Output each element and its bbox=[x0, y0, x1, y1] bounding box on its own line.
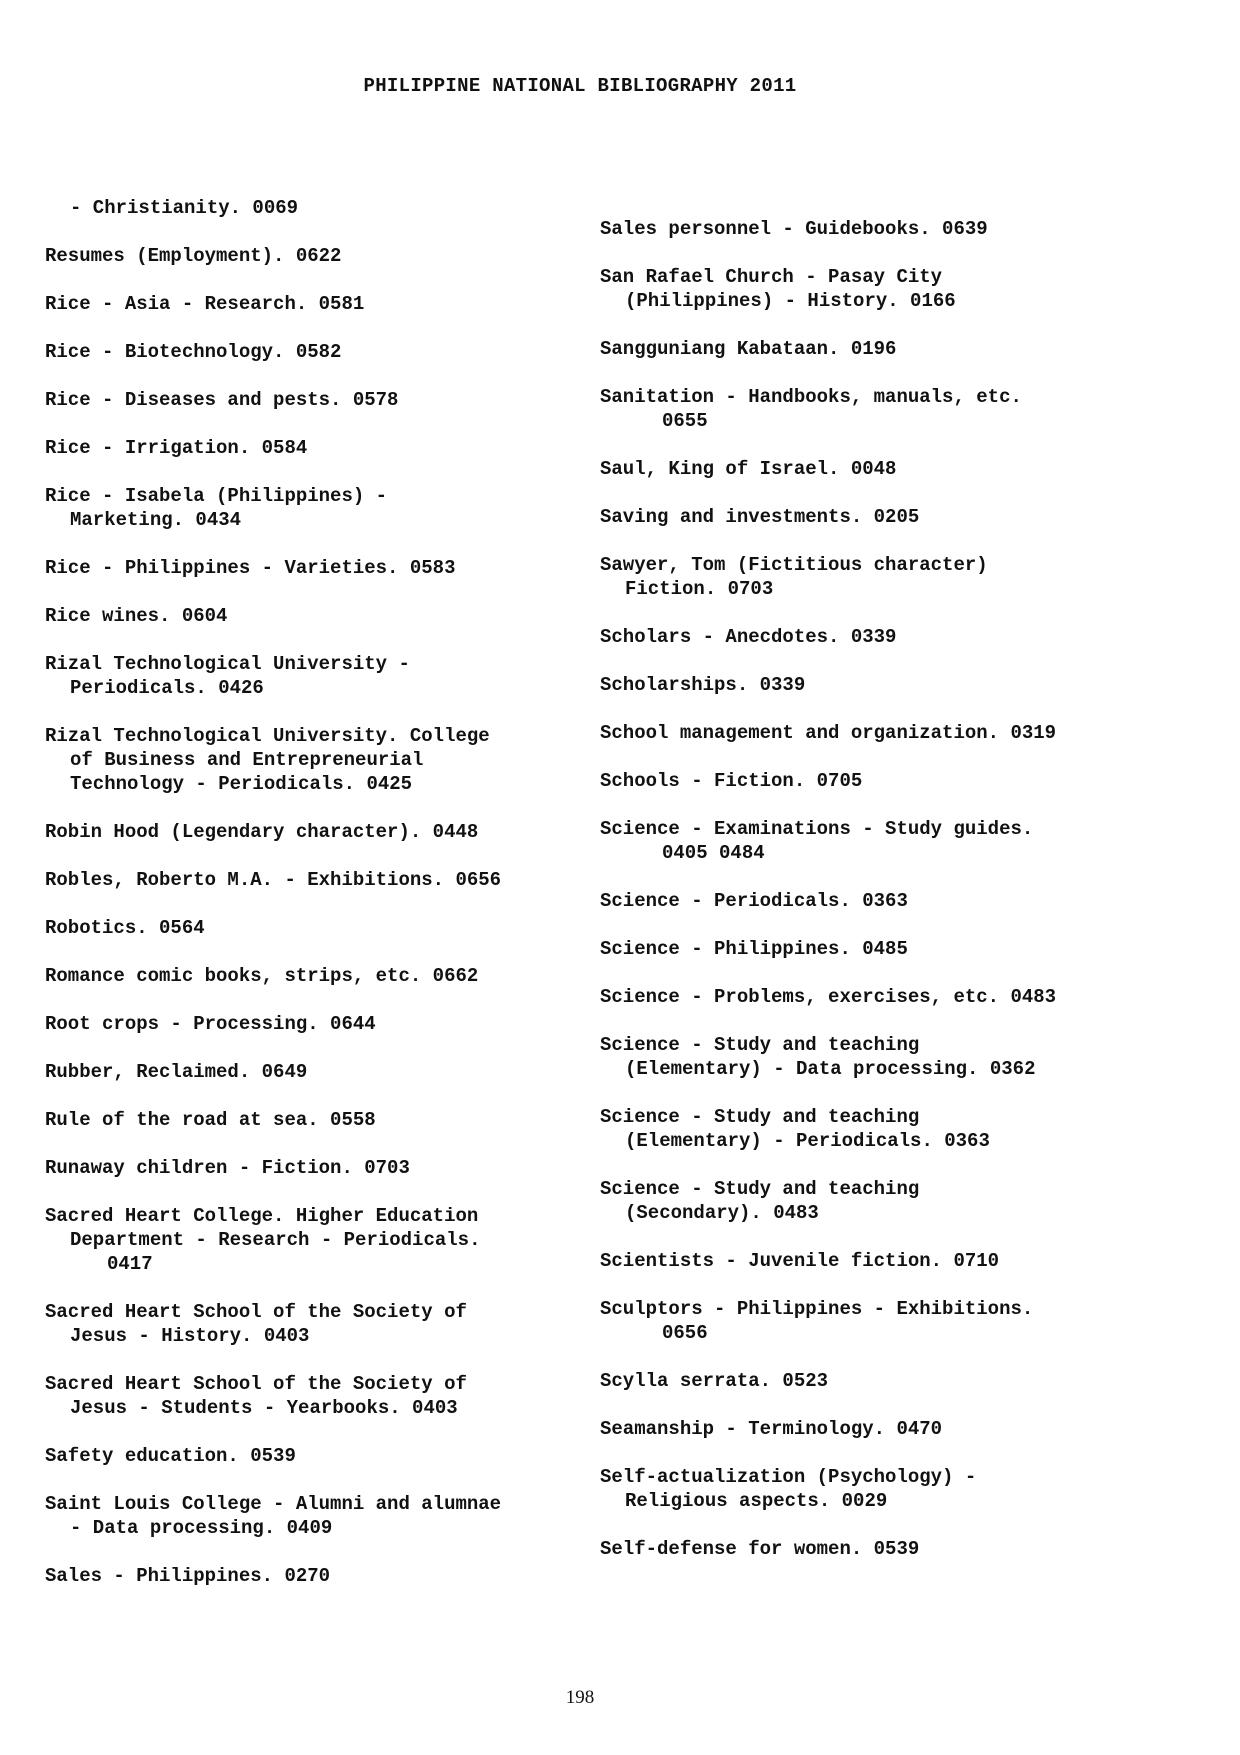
index-entry-line: Scholarships. 0339 bbox=[600, 674, 806, 696]
index-entry-line: Self-actualization (Psychology) - bbox=[600, 1466, 977, 1488]
index-entry-line: Science - Study and teaching bbox=[600, 1178, 920, 1200]
index-entry-line: Rice wines. 0604 bbox=[45, 605, 228, 627]
index-entry-line: Resumes (Employment). 0622 bbox=[45, 245, 342, 267]
index-entry-line: Sanitation - Handbooks, manuals, etc. bbox=[600, 386, 1022, 408]
index-entry bbox=[600, 1033, 1160, 1081]
index-entry bbox=[600, 1297, 1160, 1345]
index-entry-line: Sacred Heart School of the Society of bbox=[45, 1301, 467, 1323]
index-entry bbox=[45, 604, 585, 628]
index-entry-line: Jesus - Students - Yearbooks. 0403 bbox=[70, 1397, 458, 1419]
index-entry bbox=[600, 337, 1160, 361]
index-entry-line: Scylla serrata. 0523 bbox=[600, 1370, 829, 1392]
index-entry bbox=[45, 244, 585, 268]
index-entry-line: Rice - Irrigation. 0584 bbox=[45, 437, 308, 459]
page-title: PHILIPPINE NATIONAL BIBLIOGRAPHY 2011 bbox=[363, 75, 797, 97]
index-entry-line: Robin Hood (Legendary character). 0448 bbox=[45, 821, 479, 843]
index-entry-line: (Elementary) - Periodicals. 0363 bbox=[625, 1130, 990, 1152]
index-entry bbox=[45, 724, 585, 796]
index-entry bbox=[45, 916, 585, 940]
index-entry bbox=[600, 937, 1160, 961]
index-entry bbox=[45, 1108, 585, 1132]
index-entry bbox=[45, 196, 585, 220]
index-entry-line: Technology - Periodicals. 0425 bbox=[70, 773, 413, 795]
index-entry bbox=[600, 1249, 1160, 1273]
index-entry-line: Jesus - History. 0403 bbox=[70, 1325, 310, 1347]
index-entry bbox=[600, 1465, 1160, 1513]
index-entry-line: (Elementary) - Data processing. 0362 bbox=[625, 1058, 1036, 1080]
index-entry-line: 0655 bbox=[662, 410, 708, 432]
index-entry-line: Science - Philippines. 0485 bbox=[600, 938, 908, 960]
index-entry bbox=[600, 721, 1160, 745]
index-entry-line: Root crops - Processing. 0644 bbox=[45, 1013, 376, 1035]
index-entry bbox=[45, 484, 585, 532]
index-entry-line: Saving and investments. 0205 bbox=[600, 506, 920, 528]
index-column-right bbox=[600, 217, 1160, 1585]
index-entry-line: 0417 bbox=[107, 1253, 153, 1275]
index-entry-line: Religious aspects. 0029 bbox=[625, 1490, 888, 1512]
index-entry bbox=[600, 1417, 1160, 1441]
index-entry bbox=[45, 1372, 585, 1420]
index-entry-line: Sacred Heart School of the Society of bbox=[45, 1373, 467, 1395]
index-entry-line: - Data processing. 0409 bbox=[70, 1517, 333, 1539]
index-entry-line: of Business and Entrepreneurial bbox=[70, 749, 424, 771]
index-entry bbox=[45, 1444, 585, 1468]
index-entry-line: Rule of the road at sea. 0558 bbox=[45, 1109, 376, 1131]
index-entry bbox=[45, 340, 585, 364]
index-entry-line: Fiction. 0703 bbox=[625, 578, 774, 600]
index-entry bbox=[600, 457, 1160, 481]
index-entry-line: Rice - Biotechnology. 0582 bbox=[45, 341, 342, 363]
index-entry bbox=[45, 1300, 585, 1348]
index-entry-line: Sales personnel - Guidebooks. 0639 bbox=[600, 218, 988, 240]
index-entry-line: Rice - Philippines - Varieties. 0583 bbox=[45, 557, 456, 579]
index-entry bbox=[45, 1156, 585, 1180]
index-column-left bbox=[45, 196, 585, 1612]
index-entry-line: Sacred Heart College. Higher Education bbox=[45, 1205, 479, 1227]
index-entry bbox=[45, 1060, 585, 1084]
index-entry bbox=[45, 1564, 585, 1588]
index-entry-line: 0405 0484 bbox=[662, 842, 765, 864]
index-entry-line: Rizal Technological University. College bbox=[45, 725, 490, 747]
index-entry-line: Self-defense for women. 0539 bbox=[600, 1538, 920, 1560]
index-entry bbox=[600, 385, 1160, 433]
index-entry-line: Scholars - Anecdotes. 0339 bbox=[600, 626, 897, 648]
index-entry bbox=[600, 1105, 1160, 1153]
index-entry-line: Robles, Roberto M.A. - Exhibitions. 0656 bbox=[45, 869, 502, 891]
index-entry-line: San Rafael Church - Pasay City bbox=[600, 266, 943, 288]
index-entry bbox=[45, 1012, 585, 1036]
index-entry bbox=[45, 964, 585, 988]
index-entry bbox=[600, 1177, 1160, 1225]
index-entry-line: Sangguniang Kabataan. 0196 bbox=[600, 338, 897, 360]
index-entry bbox=[45, 868, 585, 892]
index-entry-line: Rubber, Reclaimed. 0649 bbox=[45, 1061, 308, 1083]
index-entry-line: Sawyer, Tom (Fictitious character) bbox=[600, 554, 988, 576]
index-entry bbox=[600, 985, 1160, 1009]
index-entry bbox=[600, 625, 1160, 649]
index-entry bbox=[600, 1369, 1160, 1393]
index-entry-line: Rice - Asia - Research. 0581 bbox=[45, 293, 365, 315]
index-entry-line: Rice - Diseases and pests. 0578 bbox=[45, 389, 399, 411]
index-entry-line: (Philippines) - History. 0166 bbox=[625, 290, 956, 312]
index-entry-line: Schools - Fiction. 0705 bbox=[600, 770, 863, 792]
index-entry-line: 0656 bbox=[662, 1322, 708, 1344]
index-entry-line: Robotics. 0564 bbox=[45, 917, 205, 939]
index-entry bbox=[45, 820, 585, 844]
index-entry bbox=[45, 1492, 585, 1540]
index-entry bbox=[45, 388, 585, 412]
index-entry bbox=[45, 292, 585, 316]
index-entry-line: Science - Periodicals. 0363 bbox=[600, 890, 908, 912]
index-entry bbox=[45, 556, 585, 580]
index-entry-line: Science - Examinations - Study guides. bbox=[600, 818, 1034, 840]
index-entry-line: Sales - Philippines. 0270 bbox=[45, 1565, 331, 1587]
index-entry-line: Runaway children - Fiction. 0703 bbox=[45, 1157, 410, 1179]
index-entry-line: Science - Study and teaching bbox=[600, 1106, 920, 1128]
index-entry bbox=[600, 217, 1160, 241]
index-entry-line: - Christianity. 0069 bbox=[70, 197, 299, 219]
index-entry-line: Department - Research - Periodicals. bbox=[70, 1229, 481, 1251]
index-entry-line: Sculptors - Philippines - Exhibitions. bbox=[600, 1298, 1034, 1320]
index-entry bbox=[45, 1204, 585, 1276]
index-entry-line: Saint Louis College - Alumni and alumnae bbox=[45, 1493, 502, 1515]
index-entry bbox=[600, 553, 1160, 601]
index-entry bbox=[600, 769, 1160, 793]
index-entry-line: Seamanship - Terminology. 0470 bbox=[600, 1418, 943, 1440]
index-entry bbox=[600, 1537, 1160, 1561]
index-entry-line: Periodicals. 0426 bbox=[70, 677, 264, 699]
index-entry bbox=[600, 673, 1160, 697]
index-entry bbox=[600, 889, 1160, 913]
index-entry-line: (Secondary). 0483 bbox=[625, 1202, 819, 1224]
index-entry-line: Rizal Technological University - bbox=[45, 653, 410, 675]
index-entry bbox=[600, 505, 1160, 529]
index-entry bbox=[600, 817, 1160, 865]
index-entry-line: School management and organization. 0319 bbox=[600, 722, 1057, 744]
index-entry-line: Saul, King of Israel. 0048 bbox=[600, 458, 897, 480]
index-entry-line: Rice - Isabela (Philippines) - bbox=[45, 485, 388, 507]
index-entry-line: Romance comic books, strips, etc. 0662 bbox=[45, 965, 479, 987]
index-entry-line: Marketing. 0434 bbox=[70, 509, 242, 531]
index-entry bbox=[600, 265, 1160, 313]
index-entry bbox=[45, 436, 585, 460]
index-entry-line: Science - Problems, exercises, etc. 0483 bbox=[600, 986, 1057, 1008]
index-entry-line: Science - Study and teaching bbox=[600, 1034, 920, 1056]
index-entry-line: Scientists - Juvenile fiction. 0710 bbox=[600, 1250, 1000, 1272]
index-entry bbox=[45, 652, 585, 700]
page-number: 198 bbox=[565, 1687, 595, 1708]
index-entry-line: Safety education. 0539 bbox=[45, 1445, 296, 1467]
